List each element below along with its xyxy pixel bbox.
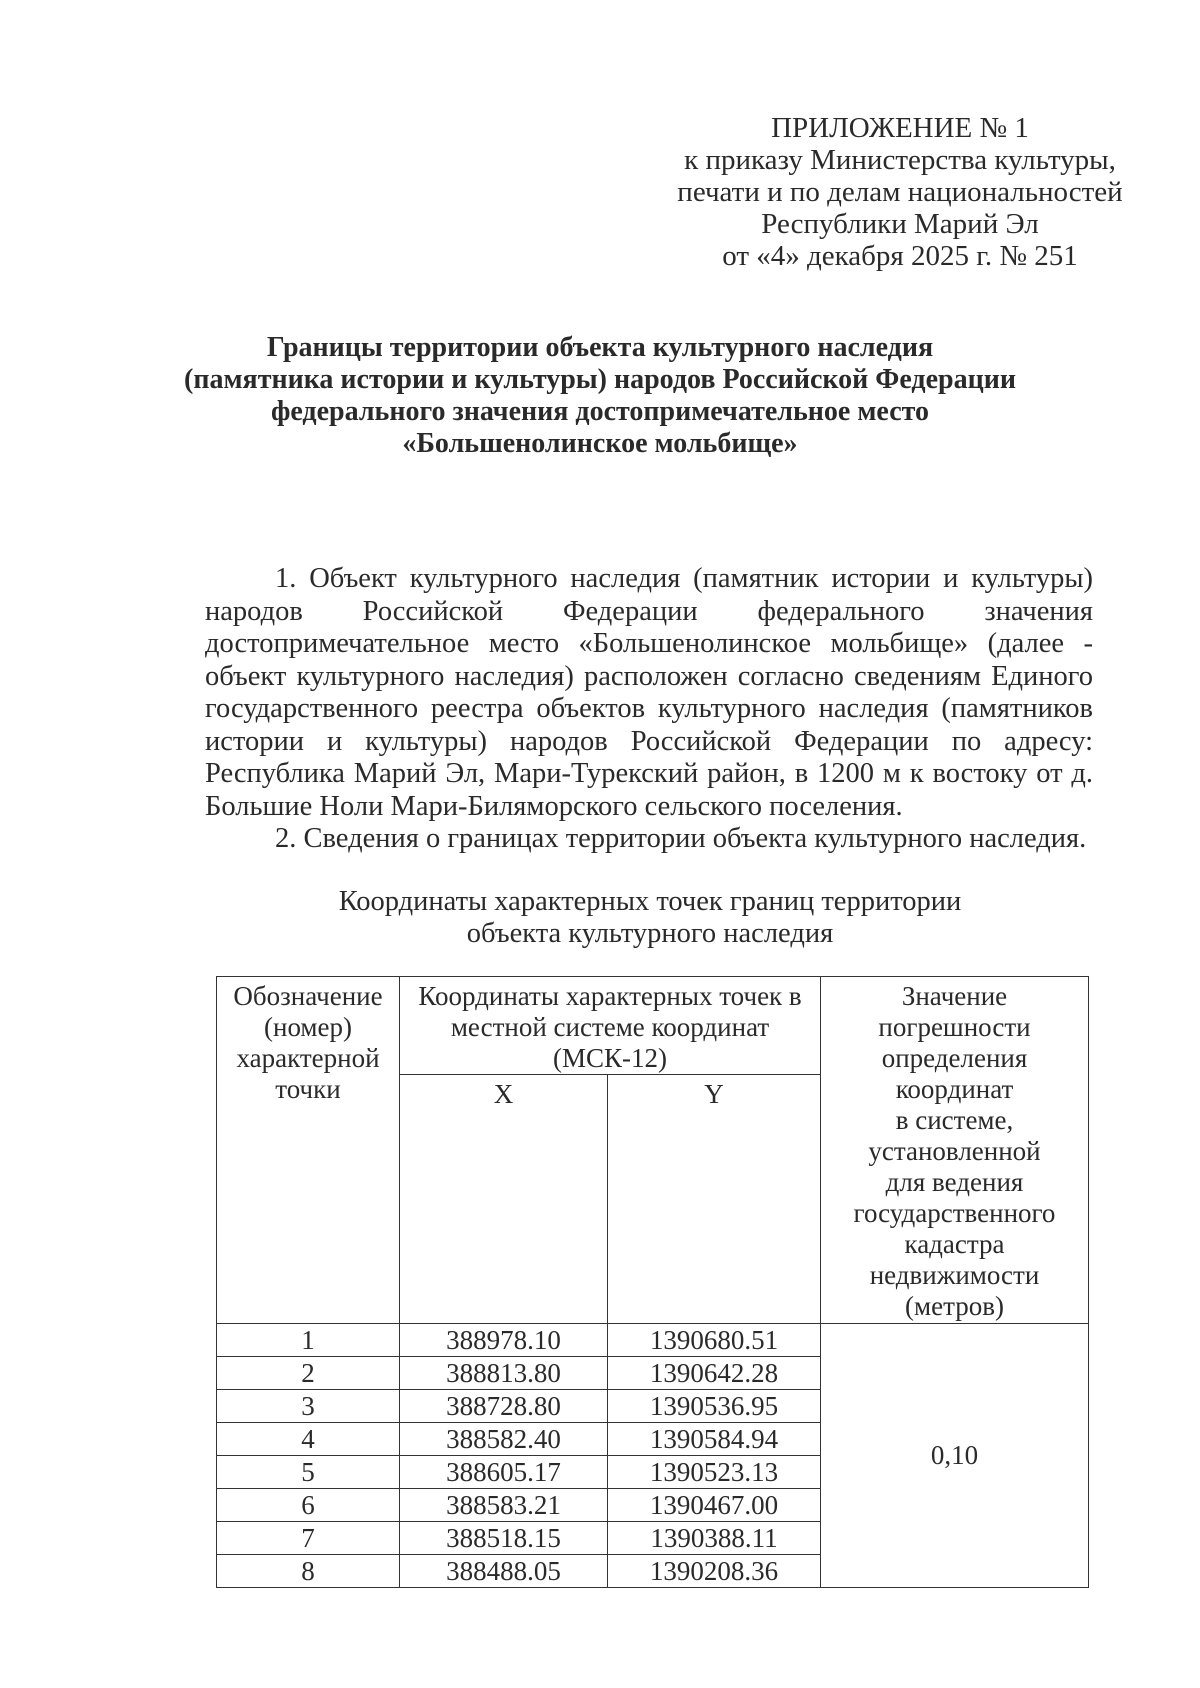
header-error-cell bbox=[821, 977, 1089, 1324]
appendix-republic: Республики Марий Эл bbox=[761, 208, 1039, 240]
header-error-text: кадастра bbox=[904, 1229, 1005, 1259]
header-coords-cell bbox=[400, 977, 821, 1075]
x-cell: 388518.15 bbox=[400, 1522, 608, 1555]
y-cell: 1390642.28 bbox=[608, 1357, 821, 1390]
x-cell: 388605.17 bbox=[400, 1456, 608, 1489]
x-cell: 388583.21 bbox=[400, 1489, 608, 1522]
header-coords-text: местной системе координат bbox=[450, 1012, 770, 1042]
x-cell: 388813.80 bbox=[400, 1357, 608, 1390]
header-error-text: установленной bbox=[868, 1136, 1041, 1166]
header-error-text: (метров) bbox=[905, 1291, 1004, 1321]
y-cell: 1390388.11 bbox=[608, 1522, 821, 1555]
coordinates-table bbox=[216, 976, 1089, 1588]
appendix-number: ПРИЛОЖЕНИЕ № 1 bbox=[771, 112, 1029, 144]
paragraph-1: 1. Объект культурного наследия (памятник истории и культуры) народов Российской Федерации федерального значения достопримечательное место «Большенолинское мольбище» (далее - объект культурного наследия) расположен согласно сведениям Единого государственного реестра объектов культурного наследия (памятников истории и культуры) народов Российской Федерации по адресу: Республика Марий Эл, Мари-Турекский район, в 1200 м к востоку от д. Большие Ноли Мари-Биляморского сельского поселения. bbox=[205, 563, 1093, 822]
y-cell: 1390584.94 bbox=[608, 1423, 821, 1456]
paragraph-2: 2. Сведения о границах территории объекта культурного наследия. bbox=[275, 823, 1087, 854]
x-cell: 388978.10 bbox=[400, 1324, 608, 1357]
header-point-text: характерной bbox=[236, 1043, 380, 1073]
point-cell: 7 bbox=[217, 1522, 400, 1555]
y-cell: 1390536.95 bbox=[608, 1390, 821, 1423]
title-line: Границы территории объекта культурного наследия bbox=[266, 332, 934, 363]
header-error-text: определения bbox=[881, 1043, 1028, 1073]
header-coords-text: (МСК-12) bbox=[553, 1043, 667, 1073]
error-value-cell: 0,10 bbox=[821, 1324, 1089, 1588]
table-caption bbox=[200, 886, 1100, 950]
table-row bbox=[217, 1324, 1089, 1357]
point-cell: 8 bbox=[217, 1555, 400, 1588]
header-error-text: недвижимости bbox=[869, 1260, 1040, 1290]
y-cell: 1390680.51 bbox=[608, 1324, 821, 1357]
header-error-text: для ведения bbox=[885, 1167, 1024, 1197]
appendix-block bbox=[660, 112, 1140, 272]
header-x-cell: X bbox=[400, 1075, 608, 1324]
header-coords-text: Координаты характерных точек в bbox=[418, 981, 802, 1011]
point-cell: 3 bbox=[217, 1390, 400, 1423]
header-point-cell bbox=[217, 977, 400, 1324]
y-cell: 1390467.00 bbox=[608, 1489, 821, 1522]
appendix-ministry: печати и по делам национальностей bbox=[677, 176, 1123, 208]
header-error-text: координат bbox=[895, 1074, 1014, 1104]
appendix-order-ref: к приказу Министерства культуры, bbox=[684, 144, 1116, 176]
y-cell: 1390523.13 bbox=[608, 1456, 821, 1489]
document-title bbox=[150, 332, 1050, 460]
point-cell: 4 bbox=[217, 1423, 400, 1456]
title-line: (памятника истории и культуры) народов Российской Федерации bbox=[184, 364, 1016, 395]
y-cell: 1390208.36 bbox=[608, 1555, 821, 1588]
appendix-date: от «4» декабря 2025 г. № 251 bbox=[722, 240, 1078, 272]
x-cell: 388582.40 bbox=[400, 1423, 608, 1456]
point-cell: 5 bbox=[217, 1456, 400, 1489]
header-point-text: (номер) bbox=[264, 1012, 352, 1042]
header-error-text: Значение bbox=[901, 981, 1008, 1011]
title-line: «Большенолинское мольбище» bbox=[402, 428, 798, 459]
header-point-text: Обозначение bbox=[233, 981, 383, 1011]
point-cell: 6 bbox=[217, 1489, 400, 1522]
header-y-cell: Y bbox=[608, 1075, 821, 1324]
x-cell: 388728.80 bbox=[400, 1390, 608, 1423]
caption-line: Координаты характерных точек границ территории bbox=[338, 886, 962, 917]
header-error-text: в системе, bbox=[895, 1105, 1014, 1135]
header-point-text: точки bbox=[275, 1074, 341, 1104]
header-error-text: государственного bbox=[853, 1198, 1056, 1228]
caption-line: объекта культурного наследия bbox=[466, 918, 834, 949]
point-cell: 2 bbox=[217, 1357, 400, 1390]
point-cell: 1 bbox=[217, 1324, 400, 1357]
body-text bbox=[205, 563, 1093, 856]
title-line: федерального значения достопримечательное место bbox=[271, 396, 929, 427]
header-error-text: погрешности bbox=[878, 1012, 1031, 1042]
x-cell: 388488.05 bbox=[400, 1555, 608, 1588]
table-header-row bbox=[217, 977, 1089, 1075]
